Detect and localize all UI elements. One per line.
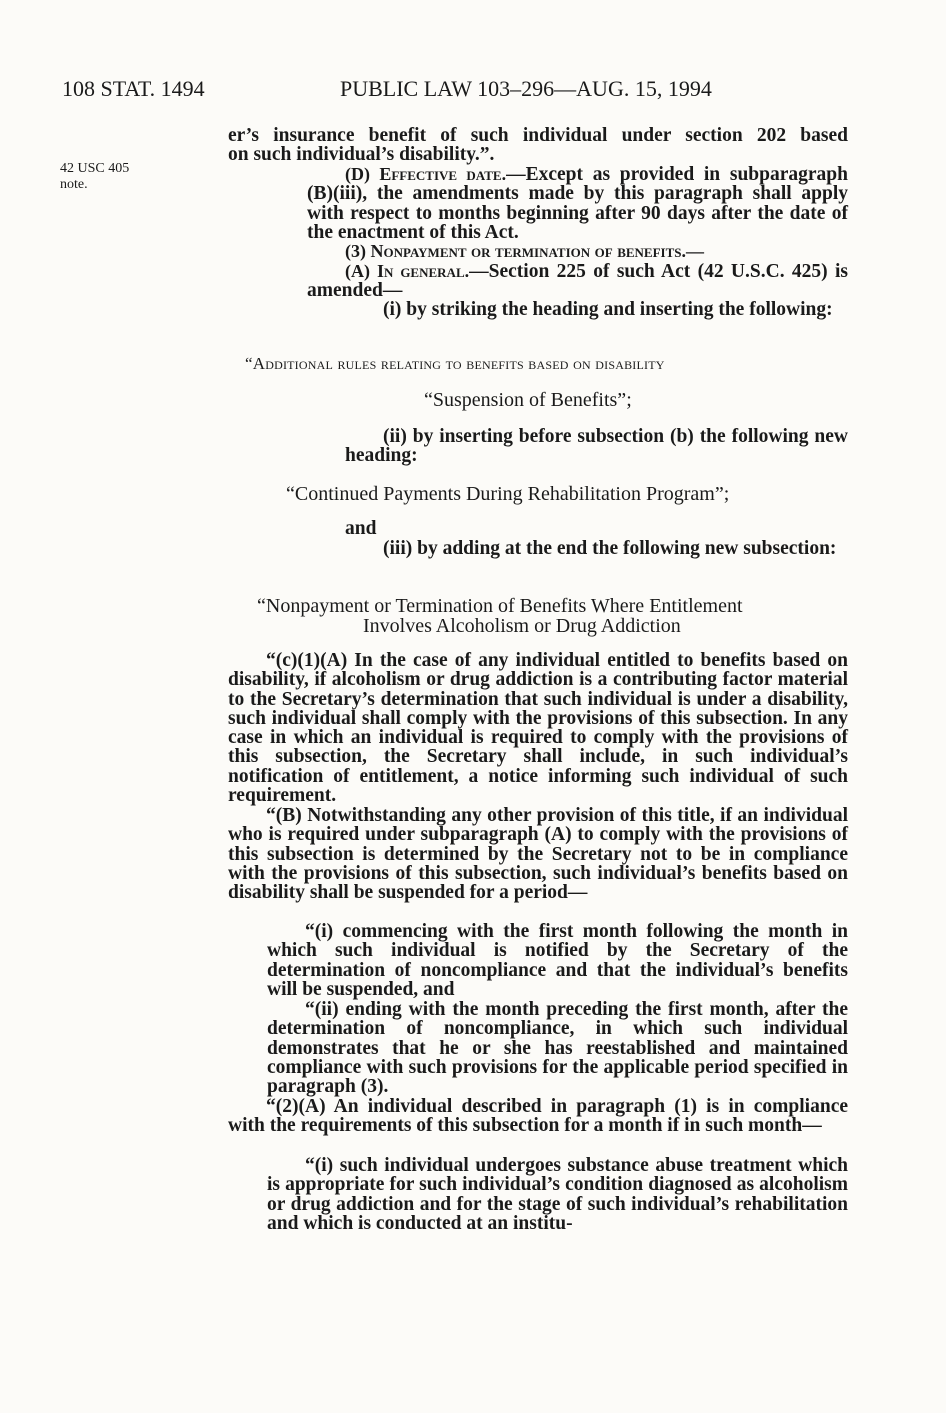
heading-suspension: “Suspension of Benefits”; xyxy=(424,389,632,411)
effective-date-paragraph xyxy=(307,165,848,242)
running-header: PUBLIC LAW 103–296—AUG. 15, 1994 xyxy=(340,76,712,101)
clause-iii: (iii) by adding at the end the following new subsection: xyxy=(383,538,837,559)
effective-date-text: —Except as provided in subparagraph (B)(iii), the amendments made by this paragraph shall apply with respect to months beginning after 90 days after the date of the enactment of this Act. xyxy=(307,164,848,243)
margin-note-suffix: note. xyxy=(60,177,88,192)
heading-additional-rules: “Additional rules relating to benefits based on disability xyxy=(245,354,665,373)
in-general-label: (A) In general. xyxy=(345,261,470,281)
paragraph-c1a: “(c)(1)(A) In the case of any individual entitled to benefits based on disability, if alcoholism or drug addiction is a contributing factor material to the Secretary’s determination that such individual is under a disability, such individual shall comply with the provisions of this subsection. In any case in which an individual is required to comply with the provisions of this subsection, the Secretary shall include, in such individual’s notification of entitlement, a notice informing such individual of such requirement. xyxy=(228,650,848,807)
margin-note-citation: 42 USC 405 xyxy=(60,161,130,176)
in-general-text: —Section 225 of such Act (42 U.S.C. 425) is amended— xyxy=(307,261,849,302)
subparagraph-a xyxy=(307,262,848,301)
effective-date-label: (D) Effective date. xyxy=(345,164,507,184)
text-line: on such individual’s disability.”. xyxy=(228,144,495,166)
paragraph-2a-clause-i: “(i) such individual undergoes substance abuse treatment which is appropriate for such individual’s condition diagnosed as alcoholism or drug addiction and for the stage of such individual’s rehabilitation and which is conducted at an institu- xyxy=(267,1155,848,1234)
heading-nonpayment-line1: “Nonpayment or Termination of Benefits Where Entitlement xyxy=(257,595,743,617)
continuation-paragraph xyxy=(228,126,848,165)
paragraph-b-clause-i: “(i) commencing with the first month following the month in which such individual is notified by the Secretary of the determination of noncompliance and that the individual’s benefits will be suspended, and xyxy=(267,921,848,1000)
section-3-heading: (3) Nonpayment or termination of benefits.— xyxy=(345,241,705,261)
statute-page-number: 108 STAT. 1494 xyxy=(62,76,205,101)
conjunction-and: and xyxy=(345,518,377,539)
text-line: er’s insurance benefit of such individual under section 202 based xyxy=(228,125,848,146)
heading-continued-payments: “Continued Payments During Rehabilitation Program”; xyxy=(286,483,730,505)
clause-ii: (ii) by inserting before subsection (b) the following new heading: xyxy=(345,426,848,467)
clause-i: (i) by striking the heading and inserting the following: xyxy=(383,299,833,320)
margin-note xyxy=(60,161,129,193)
paragraph-b: “(B) Notwithstanding any other provision of this title, if an individual who is required under subparagraph (A) to comply with the provisions of this subsection is determined by the Secretary not to be in compliance with the provisions of this subsection, such individual’s benefits based on disability shall be suspended for a period— xyxy=(228,805,848,904)
paragraph-2a: “(2)(A) An individual described in paragraph (1) is in compliance with the requirements of this subsection for a month if in such month— xyxy=(228,1096,848,1137)
paragraph-b-clause-ii: “(ii) ending with the month preceding the first month, after the determination of noncompliance, in which such individual demonstrates that he or she has reestablished and maintained compliance with such provisions for the applicable period specified in paragraph (3). xyxy=(267,999,848,1098)
heading-nonpayment-line2: Involves Alcoholism or Drug Addiction xyxy=(363,615,681,637)
